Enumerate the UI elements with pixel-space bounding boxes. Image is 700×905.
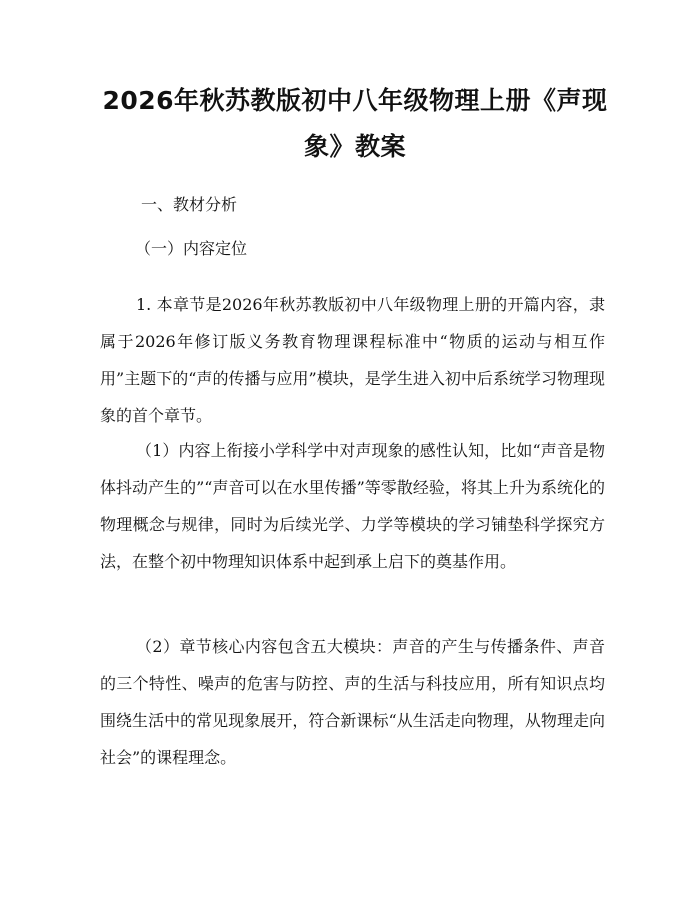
paragraph-core-modules: （2）章节核心内容包含五大模块：声音的产生与传播条件、声音的三个特性、噪声的危害与防控、声的生活与科技应用，所有知识点均围绕生活中的常见现象展开，符合新课标“从生活走向物理，从物理走向社会”的课程理念。 [100, 637, 605, 767]
paragraph-chapter-overview: 1. 本章节是2026年秋苏教版初中八年级物理上册的开篇内容，隶属于2026年修订版义务教育物理课程标准中“物质的运动与相互作用”主题下的“声的传播与应用”模块，是学生进入初中后系统学习物理现象的首个章节。 [100, 295, 605, 425]
subsection-heading: （一）内容定位 [135, 239, 248, 258]
section-heading: 一、教材分析 [141, 195, 238, 214]
document-title: 2026年秋苏教版初中八年级物理上册《声现象》教案 [102, 86, 608, 161]
paragraph-content-connection: （1）内容上衔接小学科学中对声现象的感性认知，比如“声音是物体抖动产生的”“声音可以在水里传播”等零散经验，将其上升为系统化的物理概念与规律，同时为后续光学、力学等模块的学习铺垫科学探究方法，在整个初中物理知识体系中起到承上启下的奠基作用。 [100, 441, 605, 571]
